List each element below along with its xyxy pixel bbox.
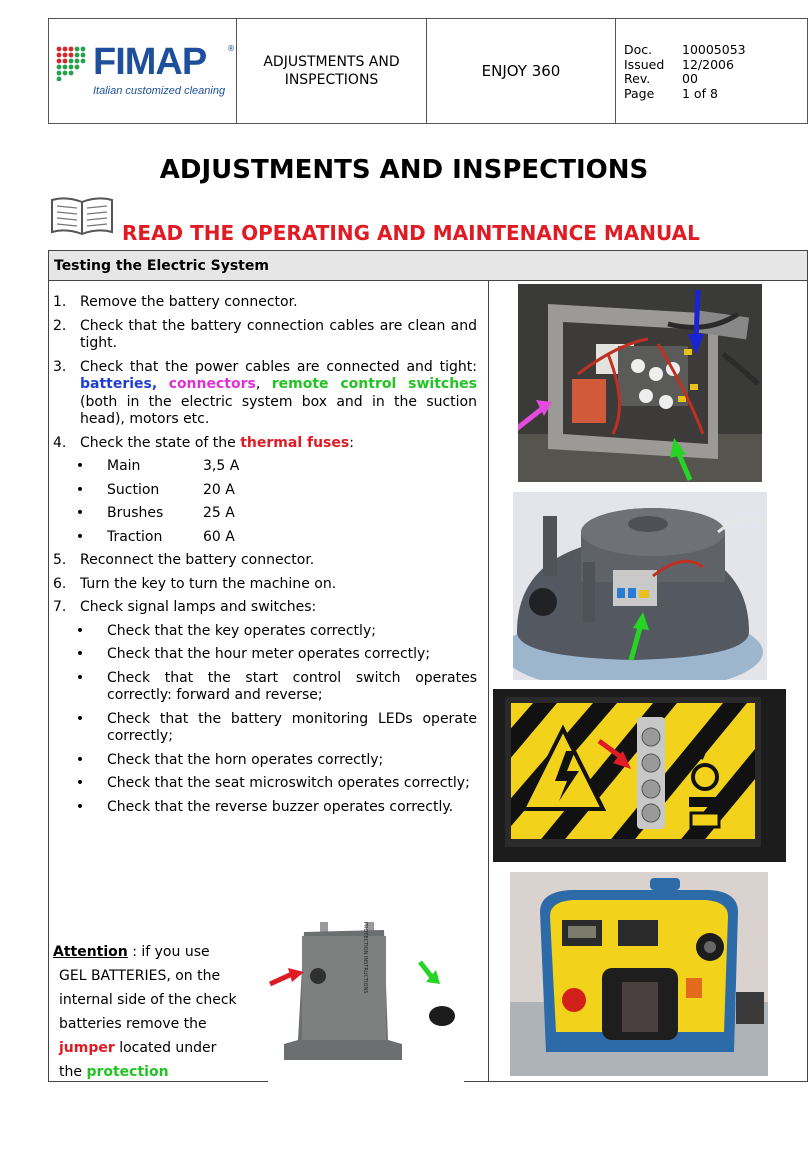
step-number: 3.	[53, 358, 67, 375]
check-text: Check that the seat microswitch operates correctly;	[107, 775, 470, 791]
step-number: 6.	[53, 575, 67, 592]
bullet: •	[75, 458, 85, 474]
fuse-value: 20 A	[203, 481, 235, 498]
bullet: •	[75, 669, 85, 686]
attention-text: : if you use	[127, 944, 210, 960]
header-doc-title-text: ADJUSTMENTS AND INSPECTIONS	[263, 54, 400, 88]
photo-check-batteries-unit	[268, 918, 464, 1082]
manual-notice: READ THE OPERATING AND MAINTENANCE MANUAL	[122, 221, 700, 245]
svg-text:PROTECTION INSTRUCTIONS: PROTECTION INSTRUCTIONS	[362, 922, 368, 994]
step-text-part: (both in the electric system box and in the suction head), motors etc.	[80, 393, 477, 427]
step-number: 1.	[53, 294, 67, 310]
step-text: Check signal lamps and switches:	[80, 599, 317, 615]
bullet: •	[75, 798, 85, 815]
meta-value: 1 of 8	[682, 85, 718, 101]
check-item	[53, 623, 477, 641]
check-text: Check that the reverse buzzer operates correctly.	[107, 798, 454, 815]
keyword-thermal-fuses: thermal fuses	[240, 434, 350, 451]
column-divider	[488, 280, 489, 1082]
registered-mark: ®	[227, 44, 235, 53]
step-item	[53, 359, 477, 429]
header-model-text: ENJOY 360	[481, 62, 561, 80]
step-number: 5.	[53, 552, 67, 568]
section-heading: Testing the Electric System	[49, 251, 807, 281]
open-book-icon	[50, 194, 114, 236]
attention-text: batteries remove the	[59, 1016, 207, 1032]
check-text: Check that the start control switch operates correctly: forward and reverse;	[107, 669, 477, 703]
attention-text: GEL BATTERIES, on the	[59, 968, 221, 984]
meta-value: 10005053	[682, 42, 746, 57]
keyword-connectors: connectors	[168, 376, 256, 392]
keyword-batteries: batteries,	[80, 376, 158, 392]
bullet: •	[75, 710, 85, 727]
page-title: ADJUSTMENTS AND INSPECTIONS	[159, 155, 649, 185]
step-text	[80, 435, 477, 453]
logo	[49, 19, 237, 123]
logo-tagline: Italian customized cleaning	[93, 85, 226, 97]
step-text-part: :	[349, 434, 354, 451]
check-item	[53, 670, 477, 705]
attention-note	[53, 940, 263, 1084]
bullet: •	[75, 481, 85, 498]
bullet: •	[75, 505, 85, 521]
document-header	[48, 18, 808, 124]
step-text	[80, 359, 477, 429]
meta-key: Page	[624, 85, 655, 101]
meta-value: 00	[682, 71, 698, 86]
meta-row-rev	[624, 72, 807, 87]
keyword-switches: remote control switches	[271, 376, 477, 392]
check-item	[53, 752, 477, 770]
check-item	[53, 711, 477, 746]
check-text: Check that the horn operates correctly;	[107, 751, 384, 768]
photo-control-panel	[493, 689, 786, 862]
meta-key: Rev.	[624, 71, 651, 86]
bullet: •	[75, 622, 85, 639]
attention-text: the	[59, 1064, 87, 1080]
bullet: •	[75, 528, 85, 545]
meta-value: 12/2006	[682, 56, 734, 72]
step-item	[53, 435, 477, 453]
fuse-item	[53, 482, 477, 500]
header-meta	[616, 19, 807, 123]
meta-row-page	[624, 87, 807, 102]
photo-electric-box	[518, 284, 762, 482]
fuse-value: 3,5 A	[203, 458, 240, 474]
photo-suction-head	[513, 492, 767, 680]
check-item	[53, 646, 477, 664]
meta-key: Issued	[624, 56, 665, 72]
photo-dashboard	[510, 872, 768, 1076]
fuse-item	[53, 505, 477, 523]
attention-text: internal side of the check	[59, 992, 237, 1008]
check-text: Check that the key operates correctly;	[107, 622, 376, 639]
attention-label: Attention	[53, 944, 128, 960]
fuse-value: 60 A	[203, 528, 235, 545]
bullet: •	[75, 775, 85, 791]
attention-text: located under	[114, 1040, 217, 1056]
logo-brand: FIMAP	[93, 41, 207, 83]
step-item	[53, 576, 477, 594]
step-text: Remove the battery connector.	[80, 294, 298, 310]
steps-list	[53, 294, 477, 822]
check-item	[53, 799, 477, 817]
step-item	[53, 318, 477, 353]
check-text: Check that the battery monitoring LEDs operate correctly;	[107, 710, 477, 744]
step-text-part: ,	[255, 376, 272, 392]
check-item	[53, 775, 477, 793]
fuse-name: Main	[107, 458, 141, 474]
header-doc-title	[237, 19, 427, 123]
fuse-name: Brushes	[107, 505, 164, 521]
fuse-name: Traction	[107, 528, 163, 545]
fuse-name: Suction	[107, 481, 160, 498]
step-number: 4.	[53, 434, 67, 451]
fuse-item	[53, 458, 477, 476]
step-item	[53, 294, 477, 312]
fuse-item	[53, 529, 477, 547]
step-number: 2.	[53, 317, 67, 334]
bullet: •	[75, 751, 85, 768]
check-text: Check that the hour meter operates correctly;	[107, 646, 431, 662]
header-model	[427, 19, 616, 123]
step-text: Check that the battery connection cables are clean and tight.	[80, 317, 477, 351]
keyword-jumper: jumper	[59, 1040, 115, 1056]
step-number: 7.	[53, 599, 67, 615]
step-item	[53, 599, 477, 617]
step-text: Turn the key to turn the machine on.	[80, 575, 337, 592]
step-text-part: Check the state of the	[80, 434, 241, 451]
step-item	[53, 552, 477, 570]
meta-row-issued	[624, 58, 807, 73]
bullet: •	[75, 646, 85, 662]
step-text-part: Check that the power cables are connected and tight:	[80, 358, 477, 375]
meta-key: Doc.	[624, 42, 653, 57]
fuse-value: 25 A	[203, 505, 235, 521]
meta-row-doc	[624, 43, 807, 58]
keyword-protection: protection	[86, 1064, 169, 1080]
logo-dots-icon	[55, 45, 91, 81]
step-text: Reconnect the battery connector.	[80, 552, 315, 568]
